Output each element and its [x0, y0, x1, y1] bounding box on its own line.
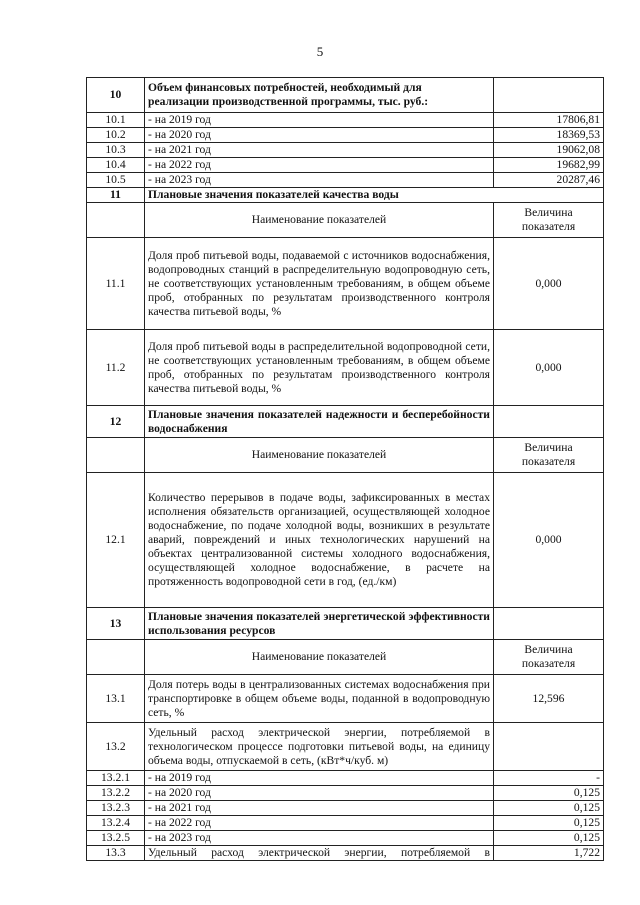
section-title-line: водоснабжения	[148, 421, 228, 435]
item-label	[145, 846, 494, 861]
item-value: 19062,08	[494, 143, 604, 158]
indicator-name: Количество перерывов в подаче воды, зафиксированных в местах исполнения обязательств организацией, осуществляющей холодное водоснабжение, по подаче холодной воды, возникших в результате аварий, повреждений и иных технологических нарушений на объектах централизованной системы холодного водоснабжения, осуществляющей холодное водоснабжение, в расчете на протяженность водопроводной сети в год, (ед./км)	[145, 473, 494, 608]
column-header-value	[494, 438, 604, 473]
row-number: 13.1	[87, 675, 145, 723]
item-value: 0,125	[494, 831, 604, 846]
indicator-value: 0,000	[494, 330, 604, 406]
table-row	[87, 330, 604, 406]
column-header-value-line: показателя	[521, 455, 576, 468]
indicator-value: 0,000	[494, 238, 604, 330]
section-title	[145, 406, 494, 438]
indicator-value: 12,596	[494, 675, 604, 723]
column-header-name: Наименование показателей	[145, 640, 494, 675]
indicator-value	[494, 723, 604, 771]
column-header-value-line: Величина	[524, 206, 573, 219]
table-row	[87, 238, 604, 330]
row-number: 10.5	[87, 173, 145, 188]
row-number	[87, 203, 145, 238]
table-row	[87, 113, 604, 128]
item-label: - на 2020 год	[145, 128, 494, 143]
section-title-line: использования ресурсов	[148, 623, 276, 637]
indicator-name: Доля проб питьевой воды, подаваемой с источников водоснабжения, водопроводных станций в распределительную водопроводную сеть, не соответствующих установленным требованиям, в общем объеме проб, отобранных по результатам производственного контроля качества питьевой воды, %	[145, 238, 494, 330]
row-number: 12.1	[87, 473, 145, 608]
row-number: 13.2	[87, 723, 145, 771]
column-header-name: Наименование показателей	[145, 438, 494, 473]
row-number	[87, 640, 145, 675]
item-label-text: Удельный расход электрической энергии, потребляемой в	[148, 846, 490, 859]
table-row	[87, 473, 604, 608]
row-number: 13	[87, 608, 145, 640]
item-label: - на 2019 год	[145, 113, 494, 128]
row-number: 13.2.2	[87, 786, 145, 801]
page-number: 5	[316, 44, 324, 59]
row-number	[87, 438, 145, 473]
row-number: 13.2.1	[87, 771, 145, 786]
row-number: 10.4	[87, 158, 145, 173]
row-number: 11.2	[87, 330, 145, 406]
row-number: 13.2.4	[87, 816, 145, 831]
row-number: 10.2	[87, 128, 145, 143]
item-value: 0,125	[494, 786, 604, 801]
value-cell	[494, 608, 604, 640]
row-number: 10.3	[87, 143, 145, 158]
row-number: 13.2.3	[87, 801, 145, 816]
item-value: 0,125	[494, 801, 604, 816]
table-row	[87, 158, 604, 173]
section-title-line: Плановые значения показателей энергетической эффективности	[148, 609, 490, 623]
item-value: 20287,46	[494, 173, 604, 188]
item-label: - на 2021 год	[145, 143, 494, 158]
item-value: 18369,53	[494, 128, 604, 143]
section-title-line: Плановые значения показателей надежности и бесперебойности	[148, 407, 490, 421]
column-header-name: Наименование показателей	[145, 203, 494, 238]
table-row	[87, 640, 604, 675]
column-header-value-line: показателя	[521, 657, 576, 670]
table-row	[87, 723, 604, 771]
section-title-line: реализации производственной программы, тыс. руб.:	[148, 95, 429, 108]
table-row	[87, 128, 604, 143]
row-number: 13.3	[87, 846, 145, 861]
row-number: 10	[87, 78, 145, 113]
item-label: - на 2022 год	[145, 158, 494, 173]
indicator-name: Доля потерь воды в централизованных системах водоснабжения при транспортировке в общем объеме воды, поданной в водопроводную сеть, %	[145, 675, 494, 723]
value-cell	[494, 406, 604, 438]
column-header-value-line: показателя	[521, 220, 576, 233]
table-row	[87, 831, 604, 846]
table-row	[87, 816, 604, 831]
value-cell	[494, 78, 604, 113]
item-label: - на 2021 год	[145, 801, 494, 816]
table-row	[87, 801, 604, 816]
table-row	[87, 143, 604, 158]
item-value: -	[494, 771, 604, 786]
table-row	[87, 771, 604, 786]
table-row	[87, 78, 604, 113]
table-row	[87, 188, 604, 203]
column-header-value-line: Величина	[524, 643, 573, 656]
column-header-value	[494, 640, 604, 675]
column-header-value-line: Величина	[524, 441, 573, 454]
item-label: - на 2022 год	[145, 816, 494, 831]
section-title-line: Объем финансовых потребностей, необходимый для	[148, 81, 422, 94]
column-header-value	[494, 203, 604, 238]
table-row	[87, 438, 604, 473]
table-row	[87, 203, 604, 238]
item-value: 1,722	[494, 846, 604, 861]
table-row	[87, 608, 604, 640]
indicator-name: Удельный расход электрической энергии, потребляемой в технологическом процессе подготовки питьевой воды, на единицу объема воды, отпускаемой в сеть, (кВт*ч/куб. м)	[145, 723, 494, 771]
row-number: 13.2.5	[87, 831, 145, 846]
table-row	[87, 173, 604, 188]
item-value: 0,125	[494, 816, 604, 831]
production-program-table	[86, 77, 604, 861]
section-title	[145, 608, 494, 640]
item-label: - на 2020 год	[145, 786, 494, 801]
row-number: 11	[87, 188, 145, 203]
section-title: Плановые значения показателей качества воды	[145, 188, 604, 203]
table-row	[87, 846, 604, 861]
item-label: - на 2019 год	[145, 771, 494, 786]
indicator-name: Доля проб питьевой воды в распределительной водопроводной сети, не соответствующих установленным требованиям, в общем объеме проб, отобранных по результатам производственного контроля качества питьевой воды, %	[145, 330, 494, 406]
item-value: 19682,99	[494, 158, 604, 173]
item-label: - на 2023 год	[145, 831, 494, 846]
section-title	[145, 78, 494, 113]
indicator-value: 0,000	[494, 473, 604, 608]
table-row	[87, 406, 604, 438]
table-row	[87, 675, 604, 723]
item-label: - на 2023 год	[145, 173, 494, 188]
row-number: 12	[87, 406, 145, 438]
row-number: 10.1	[87, 113, 145, 128]
row-number: 11.1	[87, 238, 145, 330]
table-row	[87, 786, 604, 801]
item-value: 17806,81	[494, 113, 604, 128]
